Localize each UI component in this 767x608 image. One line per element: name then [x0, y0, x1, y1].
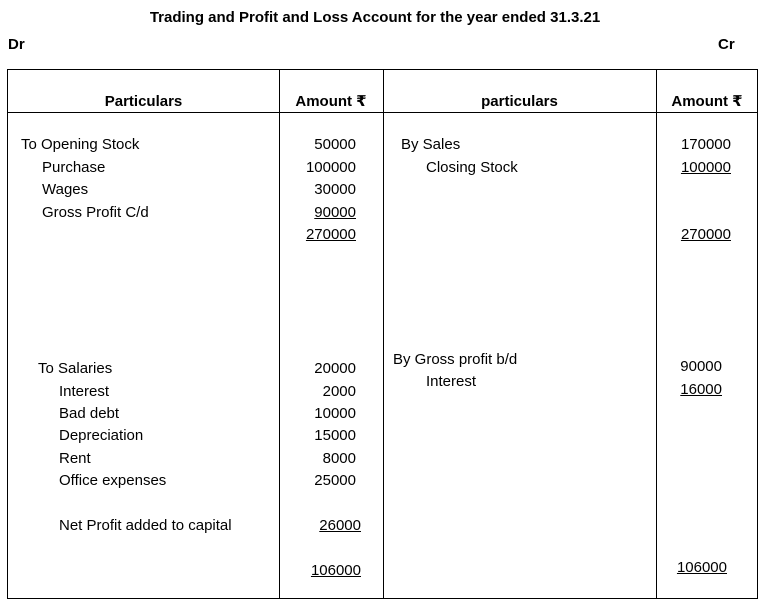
trading-credit-label: Closing Stock: [426, 159, 518, 176]
pnl-debit-amount: 2000: [322, 383, 356, 400]
trading-debit-amount: 100000: [305, 159, 356, 176]
trading-credit-amount: 100000: [680, 159, 731, 176]
pnl-debit-total: 106000: [310, 562, 361, 579]
trading-credit-amount: 170000: [680, 136, 731, 153]
pnl-debit-label: Depreciation: [59, 427, 144, 444]
pnl-debit-amount: 15000: [314, 427, 356, 444]
column-divider: [383, 70, 384, 598]
trading-credit-total: 270000: [680, 226, 731, 243]
header-particulars-right: particulars: [481, 93, 558, 110]
pnl-debit-label: Rent: [59, 450, 91, 467]
page-title: Trading and Profit and Loss Account for the year ended 31.3.21: [149, 9, 601, 26]
pnl-credit-total: 106000: [676, 559, 727, 576]
trading-debit-total: 270000: [305, 226, 356, 243]
pnl-credit-label: By Gross profit b/d: [393, 351, 518, 368]
pnl-credit-amount: 90000: [680, 358, 722, 375]
header-amount-right: Amount ₹: [671, 93, 743, 110]
pnl-debit-amount: 26000: [319, 517, 361, 534]
dr-label: Dr: [8, 36, 25, 53]
trading-debit-label: Wages: [42, 181, 89, 198]
trading-debit-amount: 50000: [314, 136, 356, 153]
pnl-debit-label: Bad debt: [59, 405, 120, 422]
pnl-debit-amount: 20000: [314, 360, 356, 377]
pnl-credit-label: Interest: [426, 373, 477, 390]
trading-credit-label: By Sales: [401, 136, 461, 153]
pnl-debit-label: To Salaries: [38, 360, 113, 377]
header-divider: [8, 112, 757, 113]
pnl-debit-amount: 25000: [314, 472, 356, 489]
header-amount-left: Amount ₹: [295, 93, 367, 110]
trading-debit-label: Purchase: [42, 159, 106, 176]
pnl-debit-label: Net Profit added to capital: [59, 517, 232, 534]
pnl-debit-label: Interest: [59, 383, 110, 400]
pnl-debit-amount: 8000: [322, 450, 356, 467]
trading-debit-label: Gross Profit C/d: [42, 204, 149, 221]
pnl-debit-label: Office expenses: [59, 472, 167, 489]
pnl-debit-amount: 10000: [314, 405, 356, 422]
trading-debit-label: To Opening Stock: [21, 136, 140, 153]
header-particulars-left: Particulars: [104, 93, 183, 110]
trading-debit-amount: 30000: [314, 181, 356, 198]
pnl-credit-amount: 16000: [680, 381, 722, 398]
cr-label: Cr: [718, 36, 735, 53]
trading-debit-amount: 90000: [314, 204, 356, 221]
